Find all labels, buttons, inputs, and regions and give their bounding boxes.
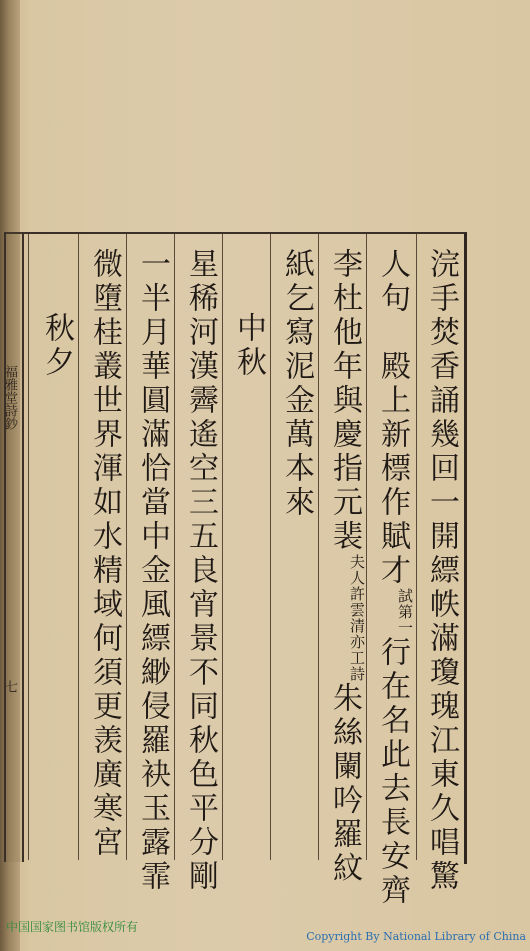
copyright-en: Copyright By National Library of China — [306, 930, 526, 943]
text-column-4: 紙乞寫泥金萬本來 — [279, 248, 314, 520]
banxin-title: 福雅堂詩鈔 — [2, 365, 17, 430]
column-rule — [28, 234, 29, 860]
banxin-center-strip — [4, 232, 24, 862]
column-3-main-a: 李杜他年與慶指元裴 — [327, 248, 362, 554]
banxin-page-mark: 七 — [2, 680, 17, 693]
column-2-main-b: 作賦才 — [375, 486, 410, 588]
column-rule — [416, 234, 417, 860]
column-rule — [78, 234, 79, 860]
text-column-1: 浣手焚香誦幾回一開縹帙滿瓊瑰江東久唱驚 — [424, 248, 459, 894]
column-3-main-c: 朱絲闌吟羅紋 — [327, 682, 362, 886]
poem-title-mid-autumn: 中秋 — [231, 312, 266, 380]
column-3-annotation: 夫人許雲清亦工詩 — [348, 554, 366, 682]
column-rule — [174, 234, 175, 860]
column-2-annotation: 試第一 — [396, 588, 414, 636]
text-column-6: 星稀河漢霽遙空三五良宵景不同秋色平分剛 — [183, 248, 218, 894]
column-rule — [318, 234, 319, 860]
copyright-cn: 中国国家图书馆版权所有 — [6, 920, 139, 934]
column-rule — [270, 234, 271, 860]
column-rule — [222, 234, 223, 860]
text-column-7: 一半月華圓滿恰當中金風縹緲侵羅袂玉露霏 — [135, 248, 170, 894]
column-rule — [366, 234, 367, 860]
text-column-2 — [372, 248, 412, 908]
column-2-main-a: 人句 殿上新標 — [375, 248, 410, 486]
column-rule — [126, 234, 127, 860]
column-2-main-c: 行在名此去長安齊 — [375, 636, 410, 908]
poem-title-autumn-evening: 秋夕 — [39, 312, 74, 380]
text-column-3 — [324, 248, 364, 886]
text-column-8: 微墮桂叢世界渾如水精域何須更羡廣寒宮 — [87, 248, 122, 860]
